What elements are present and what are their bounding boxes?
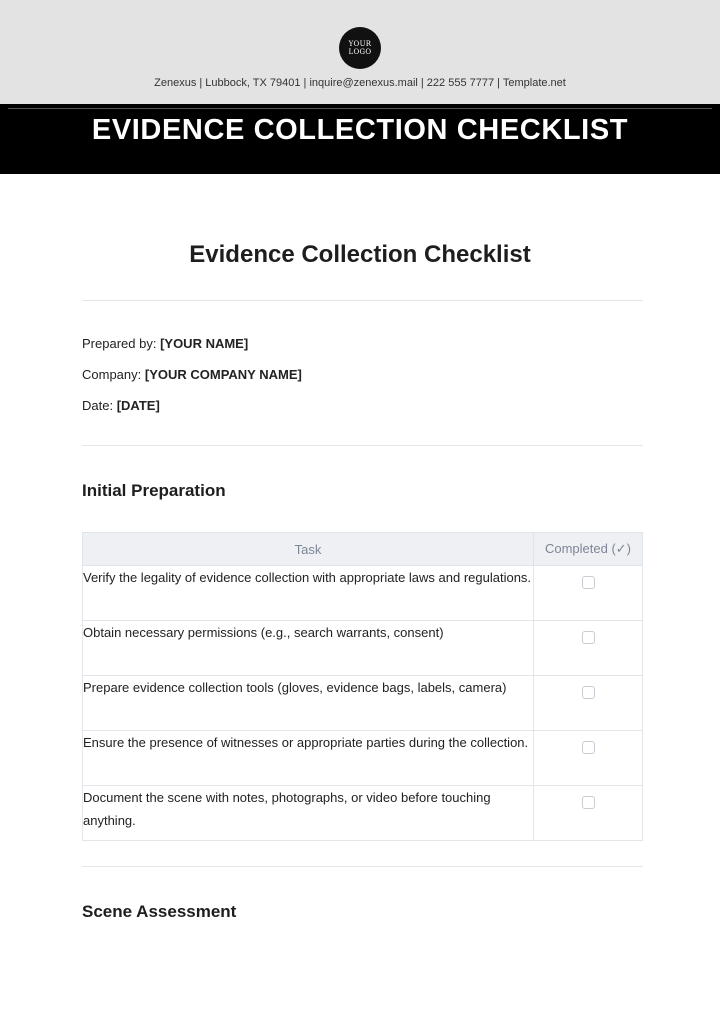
date-value: [DATE] bbox=[116, 398, 160, 413]
initial-preparation-table bbox=[82, 532, 643, 841]
divider bbox=[82, 866, 643, 867]
logo-text-line1: YOUR bbox=[348, 40, 372, 48]
company-label: Company: bbox=[82, 367, 142, 382]
table-row bbox=[83, 566, 643, 621]
task-cell: Ensure the presence of witnesses or appropriate parties during the collection. bbox=[83, 731, 534, 786]
prepared-by-value: [YOUR NAME] bbox=[160, 336, 249, 351]
prepared-by bbox=[82, 336, 248, 351]
table-row bbox=[83, 786, 643, 841]
contact-line: Zenexus | Lubbock, TX 79401 | inquire@zenexus.mail | 222 555 7777 | Template.net bbox=[154, 77, 566, 89]
document-title: Evidence Collection Checklist bbox=[189, 241, 531, 268]
prepared-by-label: Prepared by: bbox=[82, 336, 157, 351]
completed-checkbox[interactable] bbox=[582, 741, 595, 754]
table-row bbox=[83, 676, 643, 731]
divider bbox=[82, 445, 643, 446]
completed-checkbox[interactable] bbox=[582, 686, 595, 699]
table-row bbox=[83, 621, 643, 676]
completed-checkbox[interactable] bbox=[582, 576, 595, 589]
column-header-task: Task bbox=[83, 533, 534, 566]
company-value: [YOUR COMPANY NAME] bbox=[144, 367, 302, 382]
column-header-completed: Completed (✓) bbox=[534, 533, 643, 566]
task-cell: Prepare evidence collection tools (gloves, evidence bags, labels, camera) bbox=[83, 676, 534, 731]
section-heading-initial-preparation: Initial Preparation bbox=[82, 481, 226, 500]
section-heading-scene-assessment: Scene Assessment bbox=[82, 902, 237, 921]
company bbox=[82, 367, 302, 382]
logo bbox=[339, 27, 381, 69]
completed-checkbox[interactable] bbox=[582, 631, 595, 644]
table-header-row bbox=[83, 533, 643, 566]
date-label: Date: bbox=[82, 398, 114, 413]
task-cell: Obtain necessary permissions (e.g., search warrants, consent) bbox=[83, 621, 534, 676]
date bbox=[82, 398, 160, 413]
table-row bbox=[83, 731, 643, 786]
task-cell: Verify the legality of evidence collection with appropriate laws and regulations. bbox=[83, 566, 534, 621]
logo-text-line2: LOGO bbox=[348, 48, 372, 56]
completed-checkbox[interactable] bbox=[582, 796, 595, 809]
banner-title: EVIDENCE COLLECTION CHECKLIST bbox=[91, 114, 629, 146]
task-cell: Document the scene with notes, photographs, or video before touching anything. bbox=[83, 786, 534, 841]
divider bbox=[82, 300, 643, 301]
